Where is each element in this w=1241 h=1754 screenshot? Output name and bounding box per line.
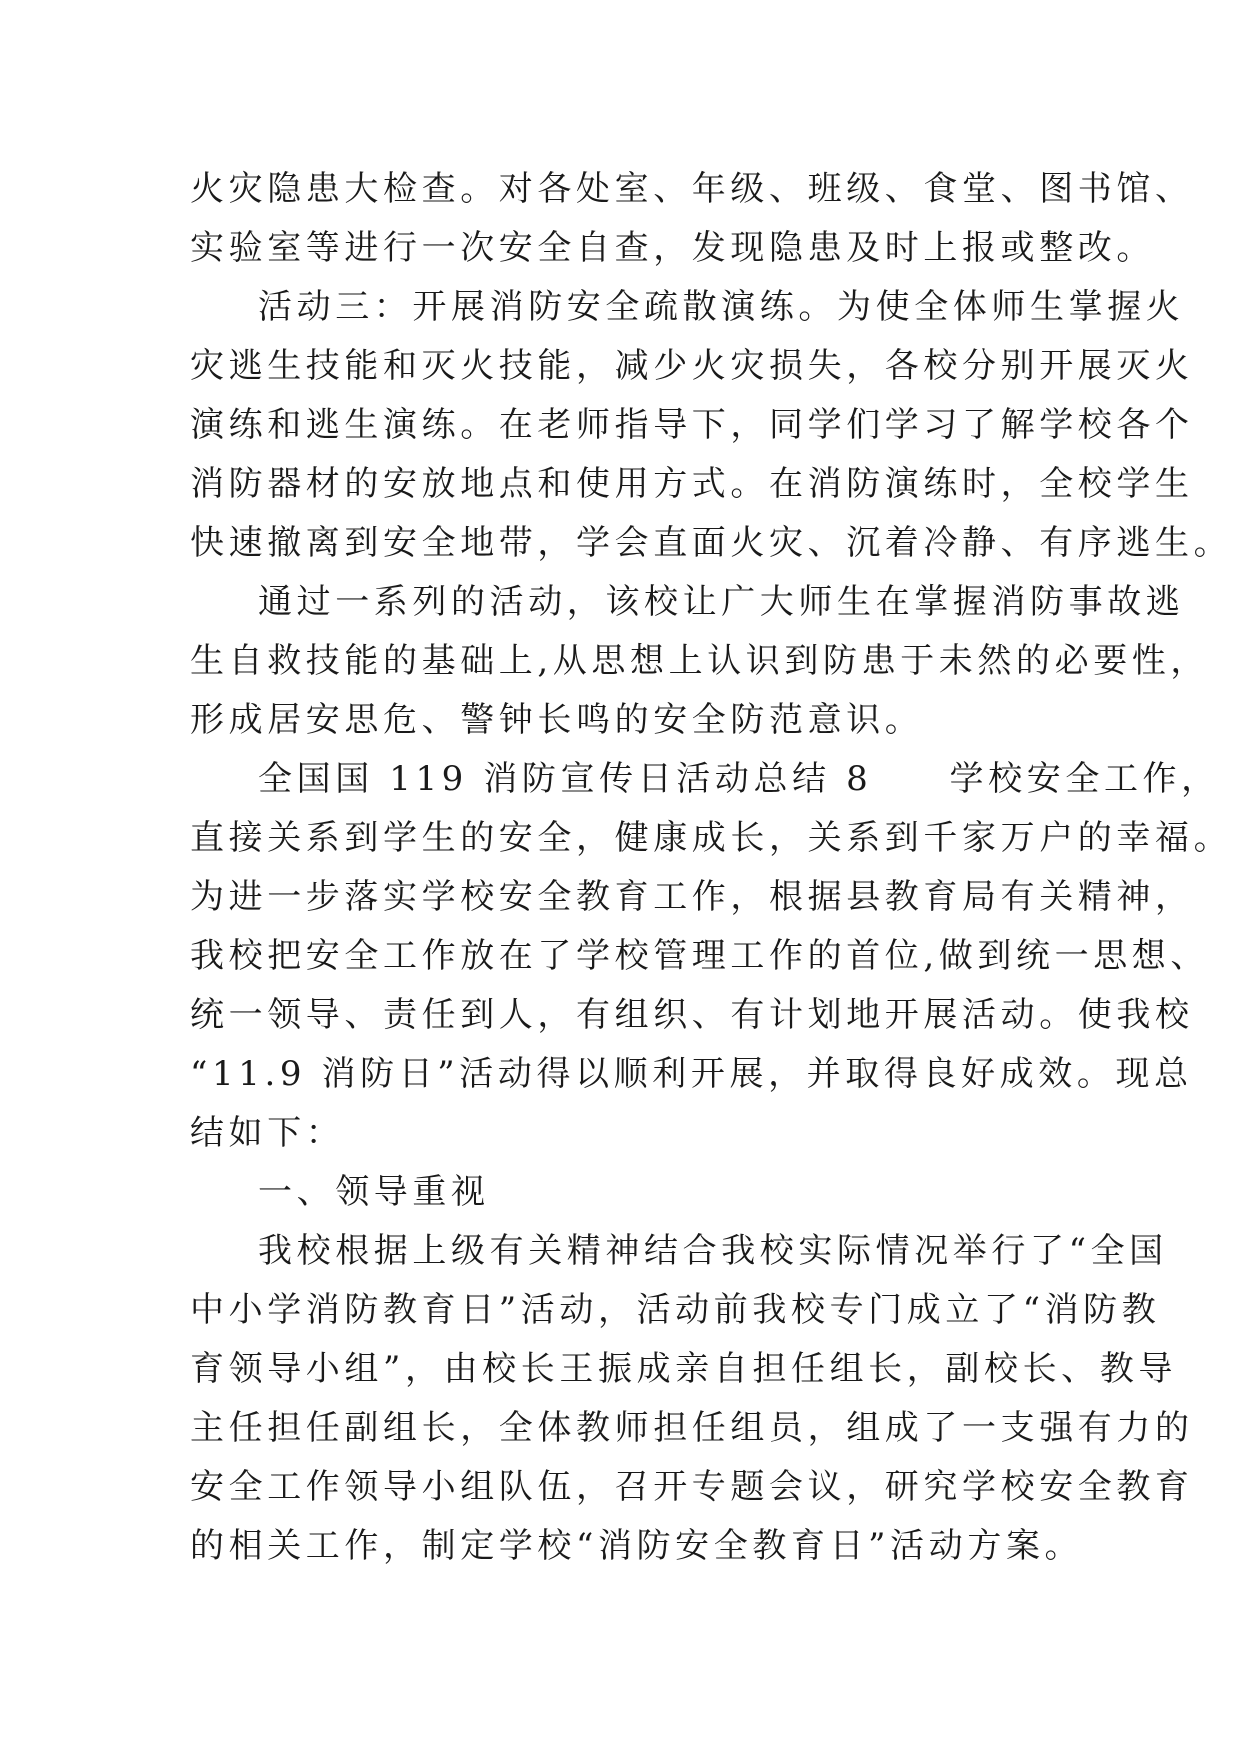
- section-heading: 一、领导重视: [258, 1172, 490, 1212]
- paragraph-start-line: 通过一系列的活动，该校让广大师生在掌握消防事故逃: [258, 582, 1185, 622]
- text-line: 安全工作领导小组队伍，召开专题会议，研究学校安全教育: [190, 1467, 1194, 1507]
- document-body: [190, 160, 1233, 1576]
- text-line: 消防器材的安放地点和使用方式。在消防演练时，全校学生: [190, 464, 1194, 504]
- text-line: 我校把安全工作放在了学校管理工作的首位,做到统一思想、: [190, 936, 1210, 976]
- text-line: 为进一步落实学校安全教育工作，根据县教育局有关精神，: [190, 877, 1194, 917]
- paragraph-start-line: 全国国 119 消防宣传日活动总结 8 学校安全工作，: [258, 759, 1220, 799]
- text-line: 中小学消防教育日”活动，活动前我校专门成立了“消防教: [190, 1290, 1161, 1330]
- text-line: 育领导小组”，由校长王振成亲自担任组长，副校长、教导: [190, 1349, 1177, 1389]
- paragraph-start-line: 我校根据上级有关精神结合我校实际情况举行了“全国: [258, 1231, 1168, 1271]
- text-line: 统一领导、责任到人，有组织、有计划地开展活动。使我校: [190, 995, 1194, 1035]
- text-line: 直接关系到学生的安全，健康成长，关系到千家万户的幸福。: [190, 818, 1233, 858]
- text-line: 灾逃生技能和灭火技能，减少火灾损失，各校分别开展灭火: [190, 346, 1194, 386]
- text-line: 实验室等进行一次安全自查，发现隐患及时上报或整改。: [190, 228, 1155, 268]
- text-line: 形成居安思危、警钟长鸣的安全防范意识。: [190, 700, 924, 740]
- text-line: 主任担任副组长，全体教师担任组员，组成了一支强有力的: [190, 1408, 1194, 1448]
- paragraph-start-line: 活动三：开展消防安全疏散演练。为使全体师生掌握火: [258, 287, 1185, 327]
- text-line: 的相关工作，制定学校“消防安全教育日”活动方案。: [190, 1526, 1084, 1566]
- text-line: 演练和逃生演练。在老师指导下，同学们学习了解学校各个: [190, 405, 1194, 445]
- text-line: 火灾隐患大检查。对各处室、年级、班级、食堂、图书馆、: [190, 169, 1194, 209]
- text-line: “11.9 消防日”活动得以顺利开展，并取得良好成效。现总: [190, 1054, 1193, 1094]
- text-line: 结如下：: [190, 1113, 345, 1153]
- text-line: 生自救技能的基础上,从思想上认识到防患于未然的必要性，: [190, 641, 1210, 681]
- text-line: 快速撤离到安全地带，学会直面火灾、沉着冷静、有序逃生。: [190, 523, 1233, 563]
